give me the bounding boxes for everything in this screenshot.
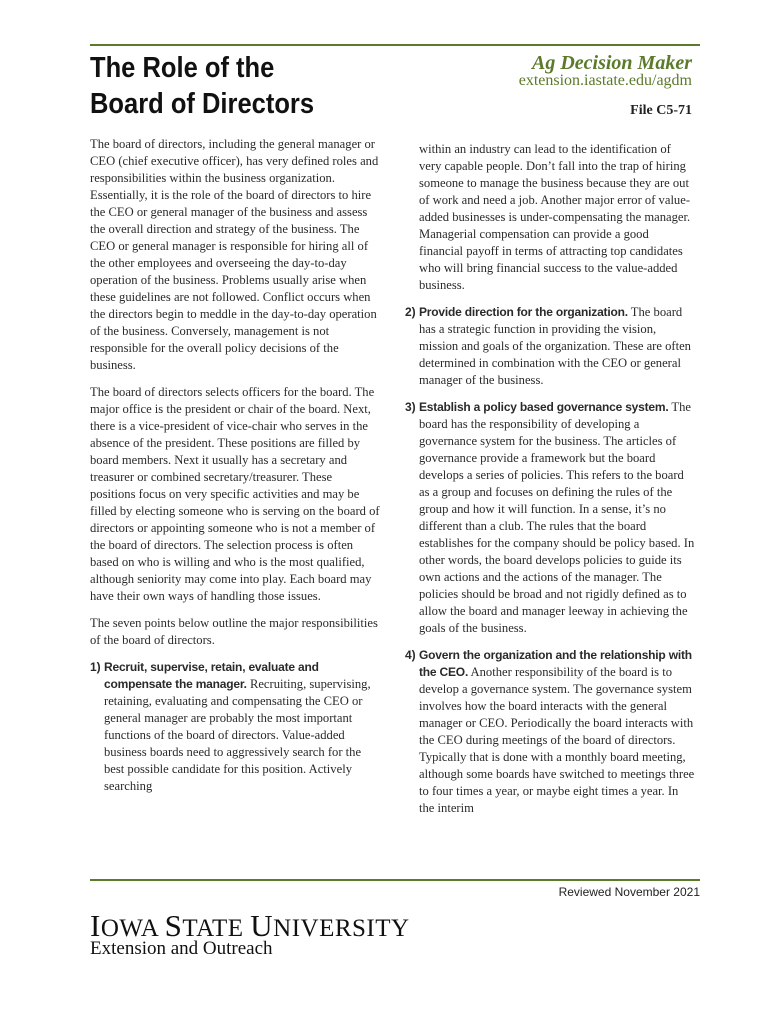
item-number: 4) [405,648,416,662]
list-item [405,399,695,637]
intro-paragraph: The board of directors, including the general manager or CEO (chief executive officer), has very defined roles and responsibilities within the business organization. Essentially, it is the role of the board of directors to hire the CEO or general manager of the business and assess the overall direction and strategy of the business. The CEO or general manager is responsible for hiring all of the other employees and overseeing the day-to-day operation of the business. Problems usually arise when these guidelines are not followed. Conflict occurs when the directors begin to meddle in the day-to-day operation of the business. Conversely, management is not responsible for the overall policy decisions of the business. [90,137,379,372]
item-heading: Govern the organization and the relationship with the CEO. [419,648,692,679]
item-number: 2) [405,305,416,319]
file-number: File C5-71 [630,103,692,118]
item-heading: Establish a policy based governance system. [419,400,669,414]
item-number: 1) [90,660,101,674]
university-subtitle: Extension and Outreach [90,938,273,959]
right-column [405,141,695,827]
item-text: Recruiting, supervising, retaining, evaluating and compensating the CEO or general manager are probably the most important functions of the board of directors. Value-added business boards need to aggressively search for the best possible candidate for this position. Actively searching [104,677,371,793]
top-rule [90,44,700,46]
item-text: The board has the responsibility of developing a governance system for the business. The articles of governance provide a framework but the board develops a series of policies. This refers to the board as a group and focuses on defining the rules of the group and how it will function. In a sense, it’s no different than a club. The rules that the board establishes for the company should be policy based. In other words, the board develops policies to guide its own actions and the actions of the manager. The policies should be broad and not rigidly defined as to allow the board and manager leeway in achieving the goals of the business. [419,400,695,635]
item-text: Another responsibility of the board is to develop a governance system. The governance system involves how the board interacts with the general manager or CEO. Periodically the board interacts with the CEO during meetings of the board of directors. Typically that is done with a monthly board meeting, although some boards have switched to meetings three to four times a year, or maybe eight times a year. In the interim [419,665,695,815]
item-heading: Recruit, supervise, retain, evaluate and compensate the manager. [104,660,319,691]
officers-paragraph: The board of directors selects officers for the board. The major office is the president or chair of the board. Next, there is a vice-president of vice-chair who serves in the absence of the president. These positions are filled by board members. Next it usually has a secretary and treasurer or combined secretary/treasurer. These positions focus on very specific activities and may be filled by electing someone who is serving on the board of directors or appointing someone who is not a member of the board of directors. The selection process is often based on who is willing and who is the most qualified, although seniority may come into play. Each board may have their own ways of handling those issues. [90,385,380,603]
item-heading: Provide direction for the organization. [419,305,628,319]
page-title [90,50,380,122]
points-intro-paragraph: The seven points below outline the major responsibilities of the board of directors. [90,616,378,647]
list-item [405,647,695,817]
list-item [90,659,380,795]
series-name: Ag Decision Maker [532,52,692,74]
bottom-rule [90,879,700,881]
item-number: 3) [405,400,416,414]
list-item-continuation: within an industry can lead to the identification of very capable people. Don’t fall into the trap of hiring someone to manage the business because they are out of work and need a job. Another major error of value-added businesses is under-compensating the manager. Managerial compensation can provide a good financial payoff in terms of attracting top candidates who will bring financial success to the value-added business. [419,142,691,292]
title-line-1: The Role of the [90,52,275,84]
list-item [405,304,695,389]
university-wordmark: IOWA STATE UNIVERSITY [90,908,410,943]
left-column [90,136,380,805]
item-text: The board has a strategic function in providing the vision, mission and goals of the organization. These are often determined in combination with the CEO or general manager of the business. [419,305,691,387]
series-url: extension.iastate.edu/agdm [518,72,692,89]
reviewed-date: Reviewed November 2021 [558,885,700,899]
title-line-2: Board of Directors [90,88,315,120]
